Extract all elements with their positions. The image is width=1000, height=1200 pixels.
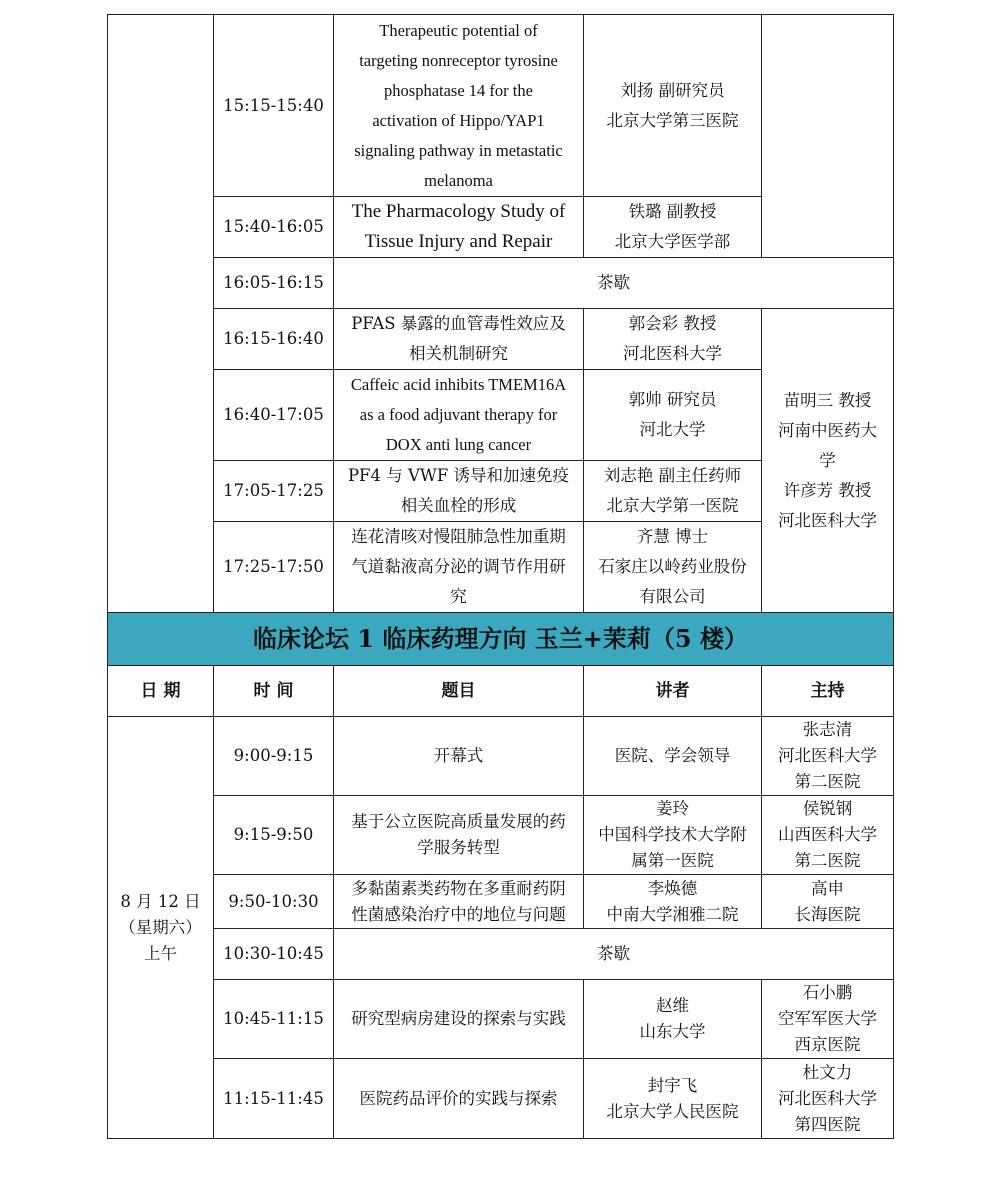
time-cell: 17:05-17:25: [214, 461, 334, 522]
talk-title: 基于公立医院高质量发展的药 学服务转型: [334, 796, 584, 875]
header-speaker: 讲者: [584, 666, 762, 717]
host-cell: 杜文力 河北医科大学 第四医院: [762, 1059, 894, 1139]
time-cell: 10:45-11:15: [214, 980, 334, 1059]
time-cell: 9:50-10:30: [214, 875, 334, 929]
host-cell: 苗明三 教授 河南中医药大 学 许彦芳 教授 河北医科大学: [762, 309, 894, 613]
schedule-table: [107, 14, 894, 1139]
time-cell: 15:15-15:40: [214, 15, 334, 197]
talk-title: 研究型病房建设的探索与实践: [334, 980, 584, 1059]
time-cell: 9:00-9:15: [214, 717, 334, 796]
break-row: [108, 929, 894, 980]
talk-title: 连花清咳对慢阻肺急性加重期 气道黏液高分泌的调节作用研 究: [334, 522, 584, 613]
table-row: [108, 1059, 894, 1139]
header-time: 时 间: [214, 666, 334, 717]
table-row: [108, 796, 894, 875]
speaker-cell: 刘扬 副研究员 北京大学第三医院: [584, 15, 762, 197]
host-cell-empty: [762, 15, 894, 258]
table-row: [108, 875, 894, 929]
host-cell: 侯锐钢 山西医科大学 第二医院: [762, 796, 894, 875]
time-cell: 11:15-11:45: [214, 1059, 334, 1139]
talk-title: 医院药品评价的实践与探索: [334, 1059, 584, 1139]
header-row: [108, 666, 894, 717]
speaker-cell: 郭帅 研究员 河北大学: [584, 370, 762, 461]
speaker-cell: 刘志艳 副主任药师 北京大学第一医院: [584, 461, 762, 522]
header-date: 日 期: [108, 666, 214, 717]
table-row: [108, 980, 894, 1059]
date-cell-empty: [108, 15, 214, 613]
speaker-cell: 姜玲 中国科学技术大学附 属第一医院: [584, 796, 762, 875]
host-cell: 石小鹏 空军军医大学 西京医院: [762, 980, 894, 1059]
break-row: [108, 258, 894, 309]
time-cell: 16:15-16:40: [214, 309, 334, 370]
speaker-cell: 郭会彩 教授 河北医科大学: [584, 309, 762, 370]
host-cell: 高申 长海医院: [762, 875, 894, 929]
time-cell: 16:40-17:05: [214, 370, 334, 461]
talk-title: 开幕式: [334, 717, 584, 796]
table-row: [108, 309, 894, 370]
time-cell: 17:25-17:50: [214, 522, 334, 613]
talk-title: PF4 与 VWF 诱导和加速免疫 相关血栓的形成: [334, 461, 584, 522]
host-cell: 张志清 河北医科大学 第二医院: [762, 717, 894, 796]
table-row: [108, 717, 894, 796]
header-title: 题目: [334, 666, 584, 717]
break-label: 茶歇: [334, 258, 894, 309]
table-row: [108, 15, 894, 197]
break-label: 茶歇: [334, 929, 894, 980]
section-banner-row: [108, 613, 894, 666]
time-cell: 15:40-16:05: [214, 197, 334, 258]
header-host: 主持: [762, 666, 894, 717]
section-banner: 临床论坛 1 临床药理方向 玉兰+茉莉（5 楼）: [108, 613, 894, 666]
talk-title: Therapeutic potential of targeting nonreceptor tyrosine phosphatase 14 for the activation of Hippo/YAP1 signaling pathway in metastatic melanoma: [334, 15, 584, 197]
speaker-cell: 封宇飞 北京大学人民医院: [584, 1059, 762, 1139]
speaker-cell: 医院、学会领导: [584, 717, 762, 796]
talk-title: The Pharmacology Study of Tissue Injury and Repair: [334, 197, 584, 258]
talk-title: PFAS 暴露的血管毒性效应及 相关机制研究: [334, 309, 584, 370]
talk-title: Caffeic acid inhibits TMEM16A as a food adjuvant therapy for DOX anti lung cancer: [334, 370, 584, 461]
time-cell: 10:30-10:45: [214, 929, 334, 980]
speaker-cell: 铁璐 副教授 北京大学医学部: [584, 197, 762, 258]
speaker-cell: 赵维 山东大学: [584, 980, 762, 1059]
time-cell: 9:15-9:50: [214, 796, 334, 875]
talk-title: 多黏菌素类药物在多重耐药阴 性菌感染治疗中的地位与问题: [334, 875, 584, 929]
speaker-cell: 齐慧 博士 石家庄以岭药业股份 有限公司: [584, 522, 762, 613]
time-cell: 16:05-16:15: [214, 258, 334, 309]
speaker-cell: 李焕德 中南大学湘雅二院: [584, 875, 762, 929]
date-cell: 8 月 12 日 （星期六） 上午: [108, 717, 214, 1139]
